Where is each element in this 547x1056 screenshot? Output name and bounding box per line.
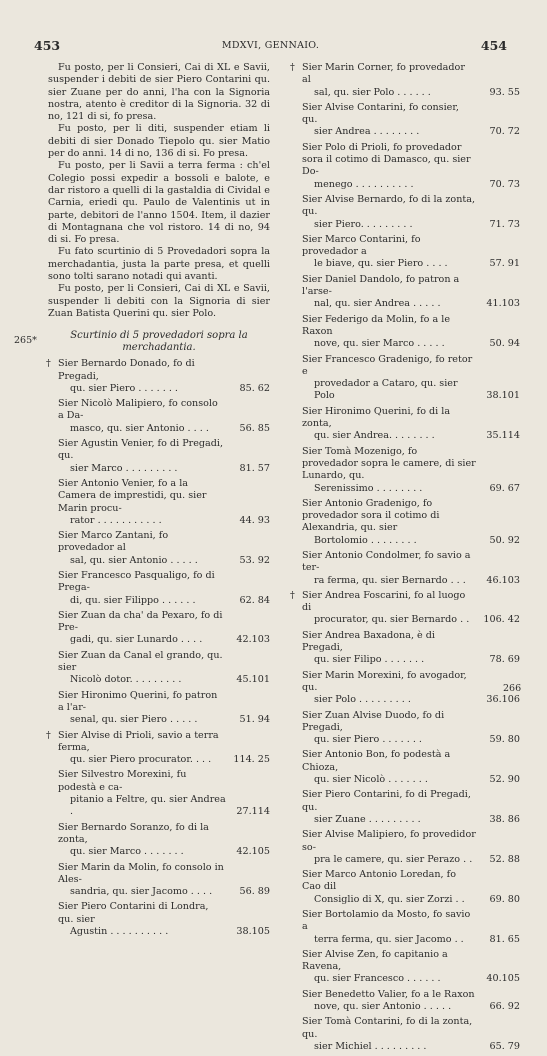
candidate-entry	[292, 406, 520, 443]
candidate-name-line: Sier Benedetto Valier, fo a le Raxon	[302, 988, 475, 1000]
candidate-father-line: qu. sier Piero . . . . . . .	[314, 734, 422, 746]
vote-count: 65. 79	[489, 1040, 520, 1052]
candidate-father-line: ra ferma, qu. sier Bernardo . . .	[314, 574, 466, 586]
candidate-name-line: Sier Antonio Venier, fo a la Camera de imprestidi, qu. sier Marin procu-	[58, 477, 207, 514]
candidate-father-line: Agustin . . . . . . . . . .	[70, 926, 169, 937]
vote-count: 52. 90	[489, 774, 520, 786]
vote-count: 59. 80	[489, 734, 520, 746]
vote-count: 93. 55	[489, 86, 520, 98]
vote-count: 70. 72	[489, 126, 520, 138]
scrutiny-list	[292, 62, 520, 1053]
candidate-father-line: qu. sier Piero procurator. . . .	[70, 754, 212, 766]
candidate-name-line: Sier Marco Contarini, fo provedador a	[302, 233, 421, 258]
vote-count: 38. 86	[489, 813, 520, 825]
vote-count: 53. 92	[239, 554, 270, 566]
candidate-name-line: Sier Francesco Pasqualigo, fo di Prega-	[58, 569, 215, 594]
candidate-entry	[292, 550, 520, 587]
candidate-entry	[48, 398, 270, 435]
candidate-entry	[48, 478, 270, 527]
council-motion-paragraph: Fu fato scurtinio di 5 Provedadori sopra la merchadantia, justa la parte presa, et quelli sono tolti sarano notadi qui avanti.	[48, 246, 270, 283]
candidate-father-line: sier Zuane . . . . . . . . .	[314, 813, 421, 825]
candidate-entry	[292, 314, 520, 351]
candidate-name-line: Sier Andrea Baxadona, è di Pregadi,	[302, 629, 435, 654]
candidate-entry	[292, 1016, 520, 1053]
candidate-father-line: pitanio a Feltre, qu. sier Andrea .	[70, 794, 226, 818]
candidate-father-line: provedador a Cataro, qu. sier Polo	[314, 378, 458, 402]
vote-count: 81. 65	[489, 933, 520, 945]
candidate-name-line: Sier Alvise Contarini, fo consier, qu.	[302, 101, 459, 126]
candidate-father-line: qu. sier Andrea. . . . . . . .	[314, 430, 435, 442]
vote-count: 27.114	[236, 806, 270, 818]
vote-count: 50. 92	[489, 534, 520, 546]
vote-count: 40.105	[486, 973, 520, 985]
candidate-entry	[48, 650, 270, 687]
candidate-name-line: Sier Marco Zantani, fo provedador al	[58, 530, 169, 554]
elected-mark: †	[290, 62, 295, 73]
candidate-name-line: Sier Alvise di Prioli, savio a terra ferma,	[58, 729, 219, 753]
candidate-father-line: sier Michiel . . . . . . . . .	[314, 1040, 427, 1052]
candidate-father-line: sier Polo . . . . . . . . .	[314, 694, 411, 706]
candidate-entry	[292, 949, 520, 986]
elected-mark: †	[290, 589, 295, 601]
candidate-entry	[292, 630, 520, 667]
section-title-line: Scurtinio di 5 provedadori sopra la	[70, 330, 248, 342]
running-title: MDXVI, GENNAIO.	[221, 40, 320, 51]
candidate-name-line: Sier Piero Contarini, fo di Pregadi, qu.	[302, 789, 471, 813]
candidate-father-line: qu. sier Marco . . . . . . .	[70, 846, 184, 858]
candidate-name-line: Sier Piero Contarini di Londra, qu. sier	[58, 901, 209, 925]
candidate-name-line: Sier Federigo da Molin, fo a le Raxon	[302, 313, 451, 337]
paragraph-block	[48, 62, 270, 320]
vote-count: 38.101	[486, 390, 520, 402]
candidate-entry	[48, 901, 270, 938]
candidate-name-line: Sier Bernardo Donado, fo di Pregadi,	[58, 358, 195, 382]
vote-count: 52. 88	[489, 853, 520, 865]
candidate-entry	[292, 446, 520, 495]
vote-count: 114. 25	[233, 754, 270, 766]
candidate-entry	[48, 610, 270, 647]
candidate-name-line: Sier Francesco Gradenigo, fo retor e	[302, 353, 473, 377]
candidate-father-line: pra le camere, qu. sier Perazo . .	[314, 853, 473, 865]
candidate-father-line: sal, qu. sier Polo . . . . . .	[314, 86, 431, 98]
candidate-entry	[292, 62, 520, 99]
vote-count: 44. 93	[239, 514, 270, 526]
vote-count: 70. 73	[489, 178, 520, 190]
vote-count: 66. 92	[489, 1001, 520, 1013]
candidate-entry	[292, 789, 520, 826]
candidate-father-line: qu. sier Nicolò . . . . . . .	[314, 774, 428, 786]
candidate-father-line: Consiglio di X, qu. sier Zorzi . .	[314, 893, 465, 905]
candidate-father-line: di, qu. sier Filippo . . . . . .	[70, 594, 196, 606]
candidate-entry	[292, 102, 520, 139]
right-margin-number: 266	[503, 683, 522, 694]
section-title-line: merchadantia.	[122, 342, 196, 354]
vote-count: 51. 94	[239, 714, 270, 726]
candidate-entry	[292, 234, 520, 271]
candidate-father-line: terra ferma, qu. sier Jacomo . .	[314, 933, 464, 945]
candidate-father-line: le biave, qu. sier Piero . . . .	[314, 258, 448, 270]
council-motion-paragraph: Fu posto, per li Consieri, Cai di XL e Savii, suspender i debiti de sier Piero Contarini qu. sier Zuane per do anni, l'ha con la Signoria nostra, atento è creditor di la Signoria. 32 di no, 121 di si, fo presa.	[48, 62, 270, 123]
candidate-entry	[292, 274, 520, 311]
candidate-name-line: Sier Marin Morexini, fo avogador, qu.	[302, 669, 467, 693]
candidate-entry	[292, 142, 520, 191]
candidate-name-line: Sier Tomà Contarini, fo di la zonta, qu.	[302, 1016, 473, 1040]
elected-mark: †	[46, 358, 51, 370]
candidate-father-line: sier Andrea . . . . . . . .	[314, 126, 420, 138]
council-motion-paragraph: Fu posto, per li Consieri, Cai di XL e Savii, suspender li debiti con la Signoria di sier Zuan Batista Querini qu. sier Polo.	[48, 283, 270, 319]
candidate-entry	[292, 498, 520, 547]
candidate-name-line: Sier Antonio Bon, fo podestà a Chioza,	[302, 749, 451, 773]
candidate-entry	[48, 530, 270, 567]
candidate-father-line: sal, qu. sier Antonio . . . . .	[70, 554, 198, 566]
candidate-name-line: Sier Tomà Mozenigo, fo provedador sopra le camere, di sier Lunardo, qu.	[302, 445, 476, 482]
vote-count: 85. 62	[239, 382, 270, 394]
candidate-name-line: Sier Zuan da cha' da Pexaro, fo di Pre-	[58, 609, 223, 634]
candidate-father-line: nal, qu. sier Andrea . . . . .	[314, 298, 441, 310]
vote-count: 38.105	[236, 926, 270, 937]
council-motion-paragraph: Fu posto, per li diti, suspender etiam li debiti di sier Donado Tiepolo qu. sier Matio per do anni. 14 di no, 136 di si. Fo presa.	[48, 123, 270, 160]
candidate-entry	[48, 769, 270, 818]
candidate-father-line: qu. sier Francesco . . . . . .	[314, 973, 441, 985]
candidate-entry	[292, 749, 520, 786]
vote-count: 41.103	[486, 298, 520, 310]
candidate-name-line: Sier Daniel Dandolo, fo patron a l'arse-	[302, 273, 460, 298]
candidate-entry	[292, 909, 520, 946]
candidate-entry	[48, 862, 270, 899]
candidate-name-line: Sier Silvestro Morexini, fu podestà e ca-	[58, 769, 187, 793]
candidate-entry	[292, 989, 520, 1014]
candidate-name-line: Sier Hironimo Querini, fo patron a l'ar-	[58, 689, 218, 713]
candidate-entry	[292, 670, 520, 707]
vote-count: 106. 42	[483, 614, 520, 626]
left-page-number: 453	[34, 38, 61, 53]
candidate-entry	[48, 570, 270, 607]
candidate-name-line: Sier Bernardo Soranzo, fo di la zonta,	[58, 821, 209, 845]
vote-count: 62. 84	[239, 594, 270, 606]
candidate-name-line: Sier Alvise Malipiero, fo provedidor so-	[302, 829, 476, 853]
candidate-father-line: nove, qu. sier Antonio . . . . .	[314, 1001, 452, 1013]
candidate-father-line: rator . . . . . . . . . . .	[70, 514, 162, 526]
vote-count: 56. 85	[239, 422, 270, 434]
candidate-father-line: sier Piero. . . . . . . . .	[314, 218, 413, 230]
candidate-name-line: Sier Marin Corner, fo provedador al	[302, 62, 465, 86]
candidate-father-line: qu. sier Filipo . . . . . . .	[314, 654, 425, 666]
left-column	[48, 62, 270, 941]
vote-count: 35.114	[486, 430, 520, 442]
candidate-name-line: Sier Zuan Alvise Duodo, fo di Pregadi,	[302, 709, 445, 733]
vote-count: 45.101	[236, 674, 270, 686]
vote-count: 46.103	[486, 574, 520, 586]
vote-count: 78. 69	[489, 654, 520, 666]
candidate-name-line: Sier Antonio Gradenigo, fo provedador sora il cotimo di Alexandria, qu. sier	[302, 497, 440, 534]
candidate-father-line: Nicolò dotor. . . . . . . . .	[70, 674, 182, 686]
candidate-name-line: Sier Antonio Condolmer, fo savio a ter-	[302, 549, 471, 574]
candidate-father-line: sier Marco . . . . . . . . .	[70, 462, 178, 474]
candidate-name-line: Sier Polo di Prioli, fo provedador sora il cotimo di Damasco, qu. sier Do-	[302, 141, 471, 178]
candidate-entry	[48, 690, 270, 727]
vote-count: 42.103	[236, 634, 270, 646]
candidate-father-line: masco, qu. sier Antonio . . . .	[70, 422, 209, 434]
candidate-name-line: Sier Alvise Bernardo, fo di la zonta, qu.	[302, 193, 476, 218]
candidate-entry	[48, 822, 270, 859]
candidate-name-line: Sier Marin da Molin, fo consolo in Ales-	[58, 861, 224, 885]
vote-count: 69. 80	[489, 893, 520, 905]
candidate-name-line: Sier Andrea Foscarini, fo al luogo di	[302, 589, 466, 614]
candidate-father-line: Serenissimo . . . . . . . .	[314, 482, 423, 494]
right-column	[292, 62, 520, 1056]
elected-mark: †	[46, 729, 51, 741]
candidate-name-line: Sier Hironimo Querini, fo di la zonta,	[302, 405, 451, 430]
candidate-entry	[48, 438, 270, 475]
candidate-father-line: menego . . . . . . . . . .	[314, 178, 414, 190]
candidate-entry	[48, 358, 270, 395]
candidate-entry	[292, 590, 520, 627]
scrutiny-list	[48, 358, 270, 938]
vote-count: 71. 73	[489, 218, 520, 230]
vote-count: 69. 67	[489, 482, 520, 494]
candidate-father-line: qu. sier Piero . . . . . . .	[70, 382, 178, 394]
candidate-father-line: nove, qu. sier Marco . . . . .	[314, 338, 445, 350]
vote-count: 42.105	[236, 846, 270, 858]
right-page-number: 454	[480, 38, 507, 53]
candidate-name-line: Sier Agustin Venier, fo di Pregadi, qu.	[58, 438, 224, 462]
candidate-name-line: Sier Bortolamio da Mosto, fo savio a	[302, 909, 471, 933]
candidate-father-line: gadi, qu. sier Lunardo . . . .	[70, 634, 203, 646]
candidate-entry	[292, 710, 520, 747]
candidate-entry	[292, 194, 520, 231]
candidate-father-line: Bortolomio . . . . . . . .	[314, 534, 417, 546]
candidate-entry	[292, 869, 520, 906]
vote-count: 50. 94	[489, 338, 520, 350]
vote-count: 81. 57	[239, 462, 270, 474]
candidate-father-line: sandria, qu. sier Jacomo . . . .	[70, 886, 213, 898]
vote-count: 56. 89	[239, 886, 270, 898]
council-motion-paragraph: Fu posto, per li Savii a terra ferma : ch'el Colegio possi expedir a bossoli e balote, e dar ristoro a quelli di la gastaldia di Cividal e Carnia, eriedi qu. Paulo de Valentinis ut in parte, debitori de l'anno 1504. Item, il dazier di Montagnana che vol ristoro. 14 di no, 94 di si. Fo presa.	[48, 160, 270, 246]
candidate-entry	[48, 730, 270, 767]
left-margin-number: 265*	[14, 335, 37, 346]
candidate-name-line: Sier Alvise Zen, fo capitanio a Ravena,	[302, 948, 448, 973]
vote-count: 36.106	[486, 694, 520, 706]
vote-count: 57. 91	[489, 258, 520, 270]
candidate-name-line: Sier Marco Antonio Loredan, fo Cao dil	[302, 869, 456, 893]
candidate-father-line: procurator, qu. sier Bernardo . .	[314, 614, 470, 626]
running-header	[34, 38, 507, 54]
section-title	[48, 330, 270, 354]
candidate-name-line: Sier Zuan da Canal el grando, qu. sier	[58, 649, 223, 674]
candidate-entry	[292, 829, 520, 866]
candidate-entry	[292, 354, 520, 403]
candidate-father-line: senal, qu. sier Piero . . . . .	[70, 714, 198, 726]
candidate-name-line: Sier Nicolò Malipiero, fo consolo a Da-	[58, 398, 218, 422]
